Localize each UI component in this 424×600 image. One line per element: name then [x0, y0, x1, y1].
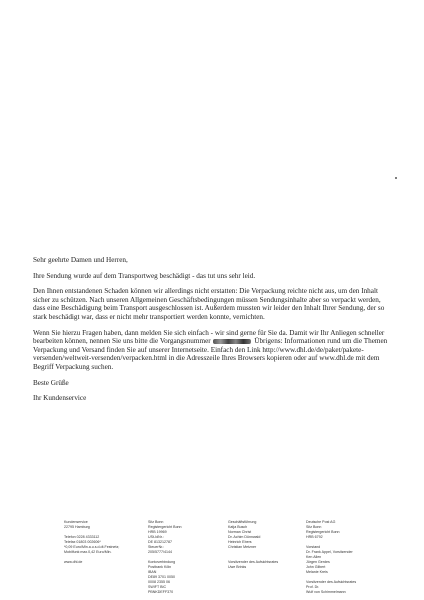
footer-line: Kundenservice [64, 520, 88, 524]
closing: Beste Grüße [33, 378, 69, 387]
salutation: Sehr geehrte Damen und Herren, [33, 256, 128, 264]
footer-line: USt-IdNr.: [148, 535, 164, 539]
footer-line: Registergericht Bonn [148, 525, 182, 529]
footer-line: Vorsitzender des Aufsichtsrates [228, 560, 279, 564]
footer-line: Vorsitzender des Aufsichtsrates [306, 580, 357, 584]
signature: Ihr Kundenservice [33, 394, 87, 403]
footer-supervisory-block [228, 560, 278, 570]
footer-line: 0008 2355 06 [148, 580, 170, 584]
footer-line: SteuerNr.: [148, 545, 165, 549]
footer-line: Heinrich Ebers [228, 540, 252, 544]
footer-line: IBAN [148, 570, 157, 574]
footer-line: Telefax 01803 002606* [64, 540, 101, 544]
footer-registry-block [148, 520, 182, 555]
paper-speck [395, 177, 397, 179]
footer-line: 205/5777/4144 [148, 550, 172, 554]
footer-management-block [228, 520, 278, 550]
redacted-case-number [213, 339, 251, 344]
footer-line: Ken Allen [306, 555, 322, 559]
packaging-info-text: Übrigens: Informationen rund um die Themen Verpackung und Versand finden Sie auf unserer Internetseite. Einfach den Link http://www.dhl.de/de/paket/pakete-versenden/weltweit-versenden/verpacken.html in die Adresszeile Ihres Browsers kopieren oder auf www.dhl.de mit dem Begriff Verpackung suchen. [33, 337, 388, 371]
footer-line: Postbank Köln [148, 565, 172, 569]
footer-line: HRB 19969 [148, 530, 167, 534]
footer-board-block [306, 520, 356, 575]
footer-line: Dr. Frank Appel, Vorsitzender [306, 550, 353, 554]
paragraph-damage: Ihre Sendung wurde auf dem Transportweg beschädigt - das tut uns sehr leid. [33, 271, 256, 280]
footer-line: Jürgen Gerdes [306, 560, 330, 564]
footer-line: Norman Christ [228, 530, 252, 534]
paragraph-compensation: Den Ihnen entstandenen Schaden können wir allerdings nicht erstatten: Die Verpackung reichte nicht aus, um den Inhalt sicher zu schützen. Nach unseren Allgemeinen Geschäftsbedingungen müssen Sendungsinhalte aber so verpackt werden, dass eine Beschädigung beim Transport ausgeschlossen ist. Außerdem mussten wir leider den Inhalt Ihrer Sendung, der so stark beschädigt war, dass er nicht mehr transportiert werden konnte, vernichten. [33, 287, 385, 321]
footer-line: Christian Metzner [228, 545, 257, 549]
letter-body [33, 256, 393, 410]
footer-line: Katja Busch [228, 525, 248, 529]
footer-line: John Gilbert [306, 565, 326, 569]
footer-line: SWIFT BIC [148, 585, 167, 589]
footer-line: DE 813212787 [148, 540, 172, 544]
footer-line: Mobilfunk max.0,42 Euro/Min. [64, 550, 112, 554]
footer-line: Vorstand [306, 545, 321, 549]
footer-line: PBNKDEFF370 [148, 590, 174, 594]
footer-line: DE89 3701 0050 [148, 575, 175, 579]
footer-col-service [64, 520, 119, 565]
footer-line: Melanie Kreis [306, 570, 328, 574]
footer-line: Uwe Brinks [228, 565, 247, 569]
footer-line: Wulf von Schimmelmann [306, 590, 346, 594]
footer-line: *0,09 Euro/Min.a.u.s.d.dt.Festnetz; [64, 545, 120, 549]
footer-chair-block [306, 580, 356, 595]
footer-line: Registergericht Bonn [306, 530, 340, 534]
footer-line: www.dhl.de [64, 560, 83, 564]
footer-line: Deutsche Post AG [306, 520, 336, 524]
footer-line: Sitz Bonn [306, 525, 322, 529]
contact-text: Wenn Sie hierzu Fragen haben, dann melden Sie sich einfach - wir sind gerne für Sie da. Damit wir Ihr Anliegen schneller bearbeiten können, nennen Sie uns bitte die Vorgangsnummer [33, 328, 385, 346]
footer-line: Geschäftsführung [228, 520, 257, 524]
footer-col-registry [148, 520, 182, 595]
paragraph-contact [33, 329, 393, 372]
footer-col-management [228, 520, 278, 570]
footer-line: Telefon 0228 4333112 [64, 535, 100, 539]
footer-line: 22795 Hamburg [64, 525, 90, 529]
footer-col-deutsche-post [306, 520, 356, 595]
footer-line: Dr. Achim Dünnwald [228, 535, 261, 539]
footer-line: Kontoverbindung [148, 560, 176, 564]
footer-bank-block [148, 560, 182, 595]
footer-line: HRB 6792 [306, 535, 323, 539]
footer-line: Sitz Bonn [148, 520, 164, 524]
footer-line: Prof. Dr. [306, 585, 320, 589]
